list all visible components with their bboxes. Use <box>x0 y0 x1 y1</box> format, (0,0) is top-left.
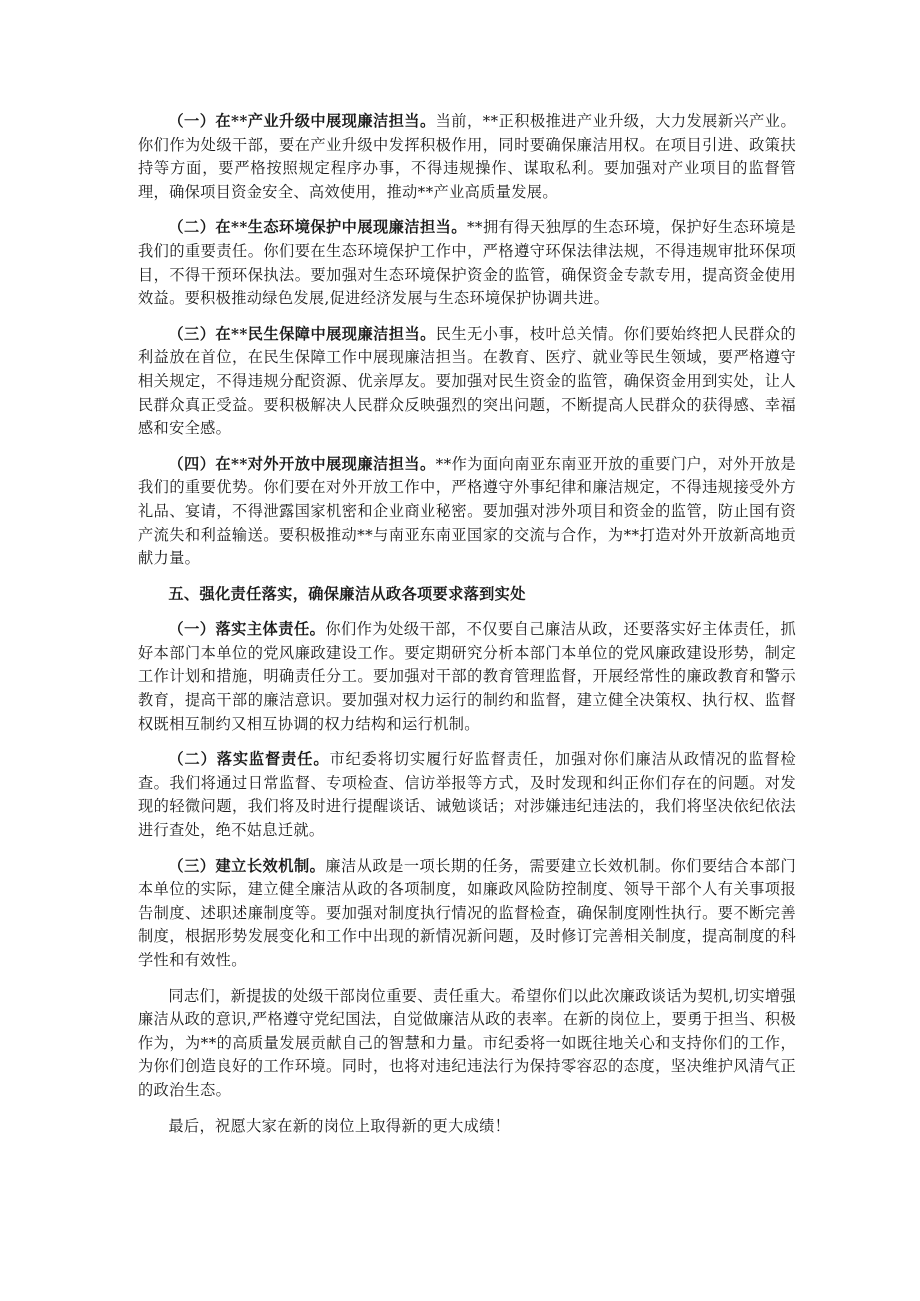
paragraph-lead: （二）落实监督责任。 <box>168 750 330 769</box>
paragraph-final-wish: 最后，祝愿大家在新的岗位上取得新的更大成绩！ <box>168 1116 511 1135</box>
paragraph-lead: （三）建立长效机制。 <box>168 856 326 875</box>
paragraph-body: **作为面向南亚东南亚开放的重要门户，对外开放是我们的重要优势。你们要在对外开放工作中，严格遵守外事纪律和廉洁规定，不得违规接受外方礼品、宴请，不得泄露国家机密和企业商业秘密。要加强对涉外项目和资金的监管，防止国有资产流失和利益输送。要积极推动**与南亚东南亚国家的交流与合作，为**打造对外开放新高地贡献力量。 <box>138 454 797 568</box>
document-page <box>138 110 796 1150</box>
paragraph-livelihood <box>138 323 796 441</box>
paragraph-closing: 同志们，新提拔的处级干部岗位重要、责任重大。希望你们以此次廉政谈话为契机,切实增强廉洁从政的意识,严格遵守党纪国法，自觉做廉洁从政的表率。在新的岗位上，要勇于担当、积极作为，为**的高质量发展贡献自己的智慧和力量。市纪委将一如既往地关心和支持你们的工作，为你们创造良好的工作环境。同时，也将对违纪违法行为保持零容忍的态度，坚决维护风清气正的政治生态。 <box>138 986 796 1099</box>
paragraph-lead: （三）在**民生保障中展现廉洁担当。 <box>168 324 436 343</box>
paragraph-industry-upgrade <box>138 110 796 204</box>
section-heading-5: 五、强化责任落实，确保廉洁从政各项要求落到实处 <box>168 584 526 603</box>
paragraph-lead: （四）在**对外开放中展现廉洁担当。 <box>168 454 436 473</box>
paragraph-supervision-responsibility <box>138 748 796 842</box>
paragraph-body: 当前，**正积极推进产业升级，大力发展新兴产业。你们作为处级干部，要在产业升级中发挥积极作用，同时要确保廉洁用权。在项目引进、政策扶持等方面，要严格按照规定程序办事，不得违规操作、谋取私利。要加强对产业项目的监督管理，确保项目资金安全、高效使用，推动**产业高质量发展。 <box>138 112 797 201</box>
paragraph-lead: （一）在**产业升级中展现廉洁担当。 <box>168 112 436 130</box>
paragraph-opening-up <box>138 453 796 571</box>
paragraph-lead: （一）落实主体责任。 <box>168 620 326 639</box>
paragraph-lead: （二）在**生态环境保护中展现廉洁担当。 <box>168 218 467 237</box>
paragraph-body: 市纪委将切实履行好监督责任，加强对你们廉洁从政情况的监督检查。我们将通过日常监督、专项检查、信访举报等方式，及时发现和纠正你们存在的问题。对发现的轻微问题，我们将及时进行提醒谈话、诫勉谈话；对涉嫌违纪违法的，我们将坚决依纪依法进行查处，绝不姑息迁就。 <box>138 750 797 840</box>
paragraph-ecology <box>138 216 796 310</box>
paragraph-main-responsibility <box>138 618 796 736</box>
paragraph-long-term-mechanism <box>138 855 796 973</box>
paragraph-body: **拥有得天独厚的生态环境，保护好生态环境是我们的重要责任。你们要在生态环境保护工作中，严格遵守环保法律法规，不得违规审批环保项目，不得干预环保执法。要加强对生态环境保护资金的监管，确保资金专款专用，提高资金使用效益。要积极推动绿色发展,促进经济发展与生态环境保护协调共进。 <box>138 218 797 308</box>
paragraph-body: 廉洁从政是一项长期的任务，需要建立长效机制。你们要结合本部门本单位的实际，建立健全廉洁从政的各项制度，如廉政风险防控制度、领导干部个人有关事项报告制度、述职述廉制度等。要加强对制度执行情况的监督检查，确保制度刚性执行。要不断完善制度，根据形势发展变化和工作中出现的新情况新问题，及时修订完善相关制度，提高制度的科学性和有效性。 <box>138 856 797 969</box>
paragraph-body: 民生无小事，枝叶总关情。你们要始终把人民群众的利益放在首位，在民生保障工作中展现廉洁担当。在教育、医疗、就业等民生领域，要严格遵守相关规定，不得违规分配资源、优亲厚友。要加强对民生资金的监管，确保资金用到实处，让人民群众真正受益。要积极解决人民群众反映强烈的突出问题，不断提高人民群众的获得感、幸福感和安全感。 <box>138 324 796 438</box>
paragraph-body: 你们作为处级干部，不仅要自己廉洁从政，还要落实好主体责任，抓好本部门本单位的党风廉政建设工作。要定期研究分析本部门本单位的党风廉政建设形势，制定工作计划和措施，明确责任分工。要加强对干部的教育管理监督，开展经常性的廉政教育和警示教育，提高干部的廉洁意识。要加强对权力运行的制约和监督，建立健全决策权、执行权、监督权既相互制约又相互协调的权力结构和运行机制。 <box>138 620 797 733</box>
